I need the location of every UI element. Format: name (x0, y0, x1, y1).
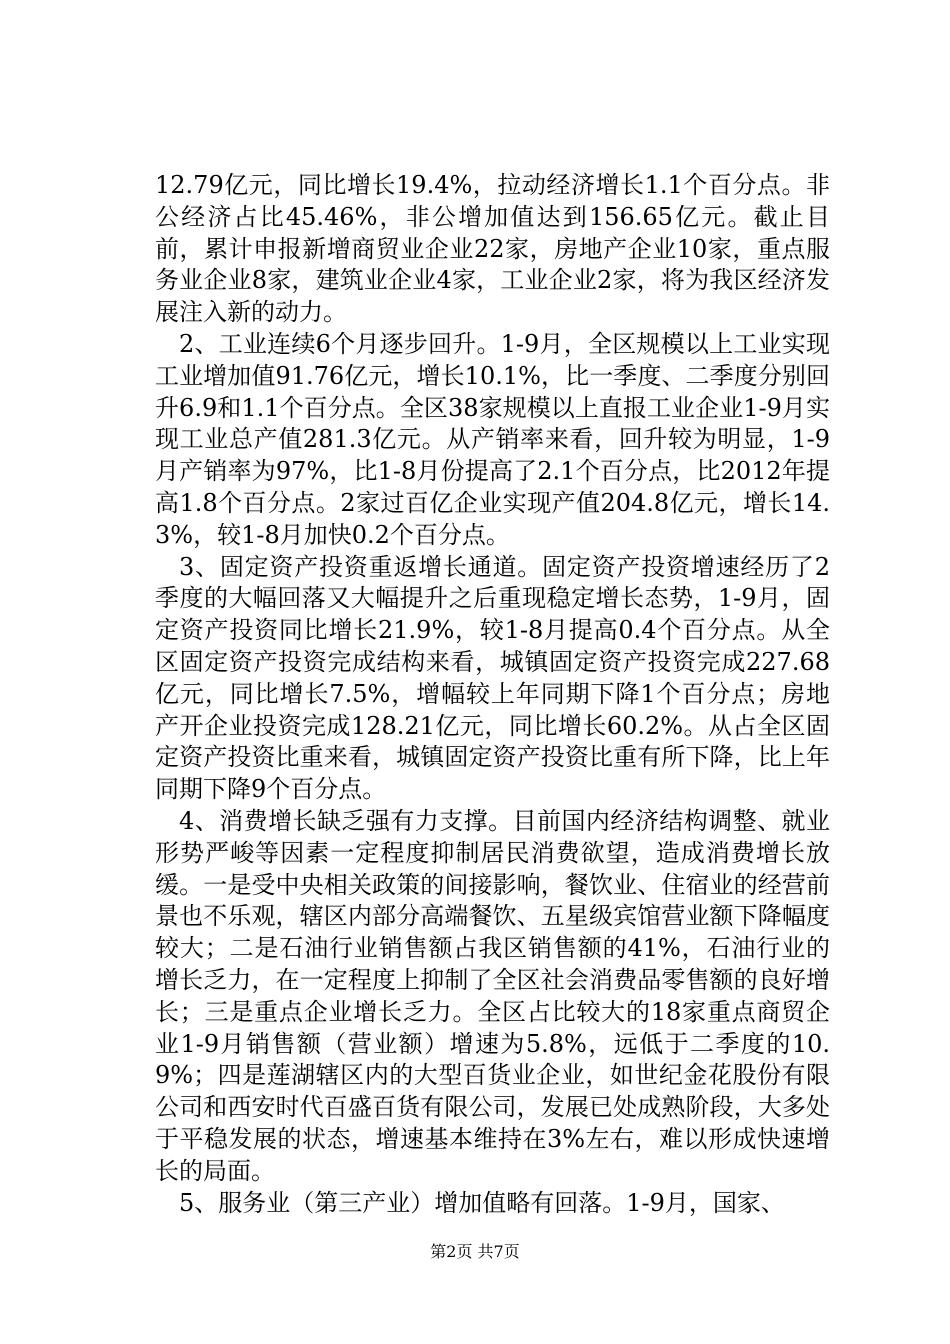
paragraph-service-industry: 5、服务业（第三产业）增加值略有回落。1-9月，国家、 (179, 1188, 785, 1217)
page-number-footer: 第2页 共7页 (430, 1242, 520, 1261)
paragraph-fixed-asset-investment: 3、固定资产投资重返增长通道。固定资产投资增速经历了2季度的大幅回落又大幅提升之后重现稳定增长态势，1-9月，固定资产投资同比增长21.9%，较1-8月提高0.4个百分点。从全区固定资产投资完成结构来看，城镇固定资产投资完成227.68亿元，同比增长7.5%，增幅较上年同期下降1个百分点；房地产开企业投资完成128.21亿元，同比增长60.2%。从占全区固定资产投资比重来看，城镇固定资产投资比重有所下降，比上年同期下降9个百分点。 (155, 552, 830, 804)
paragraph-consumption: 4、消费增长缺乏强有力支撑。目前国内经济结构调整、就业形势严峻等因素一定程度抑制居民消费欲望，造成消费增长放缓。一是受中央相关政策的间接影响，餐饮业、住宿业的经营前景也不乐观，辖区内部分高端餐饮、五星级宾馆营业额下降幅度较大；二是石油行业销售额占我区销售额的41%，石油行业的增长乏力，在一定程度上抑制了全区社会消费品零售额的良好增长；三是重点企业增长乏力。全区占比较大的18家重点商贸企业1-9月销售额（营业额）增速为5.8%，远低于二季度的10.9%；四是莲湖辖区内的大型百货业企业，如世纪金花股份有限公司和西安时代百盛百货有限公司，发展已处成熟阶段，大多处于平稳发展的状态，增速基本维持在3%左右，难以形成快速增长的局面。 (155, 806, 830, 1185)
paragraph-continued-nonpublic-economy: 12.79亿元，同比增长19.4%，拉动经济增长1.1个百分点。非公经济占比45.46%，非公增加值达到156.65亿元。截止目前，累计申报新增商贸业企业22家，房地产企业10家，重点服务业企业8家，建筑业企业4家，工业企业2家，将为我区经济发展注入新的动力。 (155, 171, 830, 327)
document-body (155, 170, 830, 1219)
paragraph-industry: 2、工业连续6个月逐步回升。1-9月，全区规模以上工业实现工业增加值91.76亿元，增长10.1%，比一季度、二季度分别回升6.9和1.1个百分点。全区38家规模以上直报工业企业1-9月实现工业总产值281.3亿元。从产销率来看，回升较为明显，1-9月产销率为97%，比1-8月份提高了2.1个百分点，比2012年提高1.8个百分点。2家过百亿企业实现产值204.8亿元，增长14.3%，较1-8月加快0.2个百分点。 (155, 329, 830, 549)
